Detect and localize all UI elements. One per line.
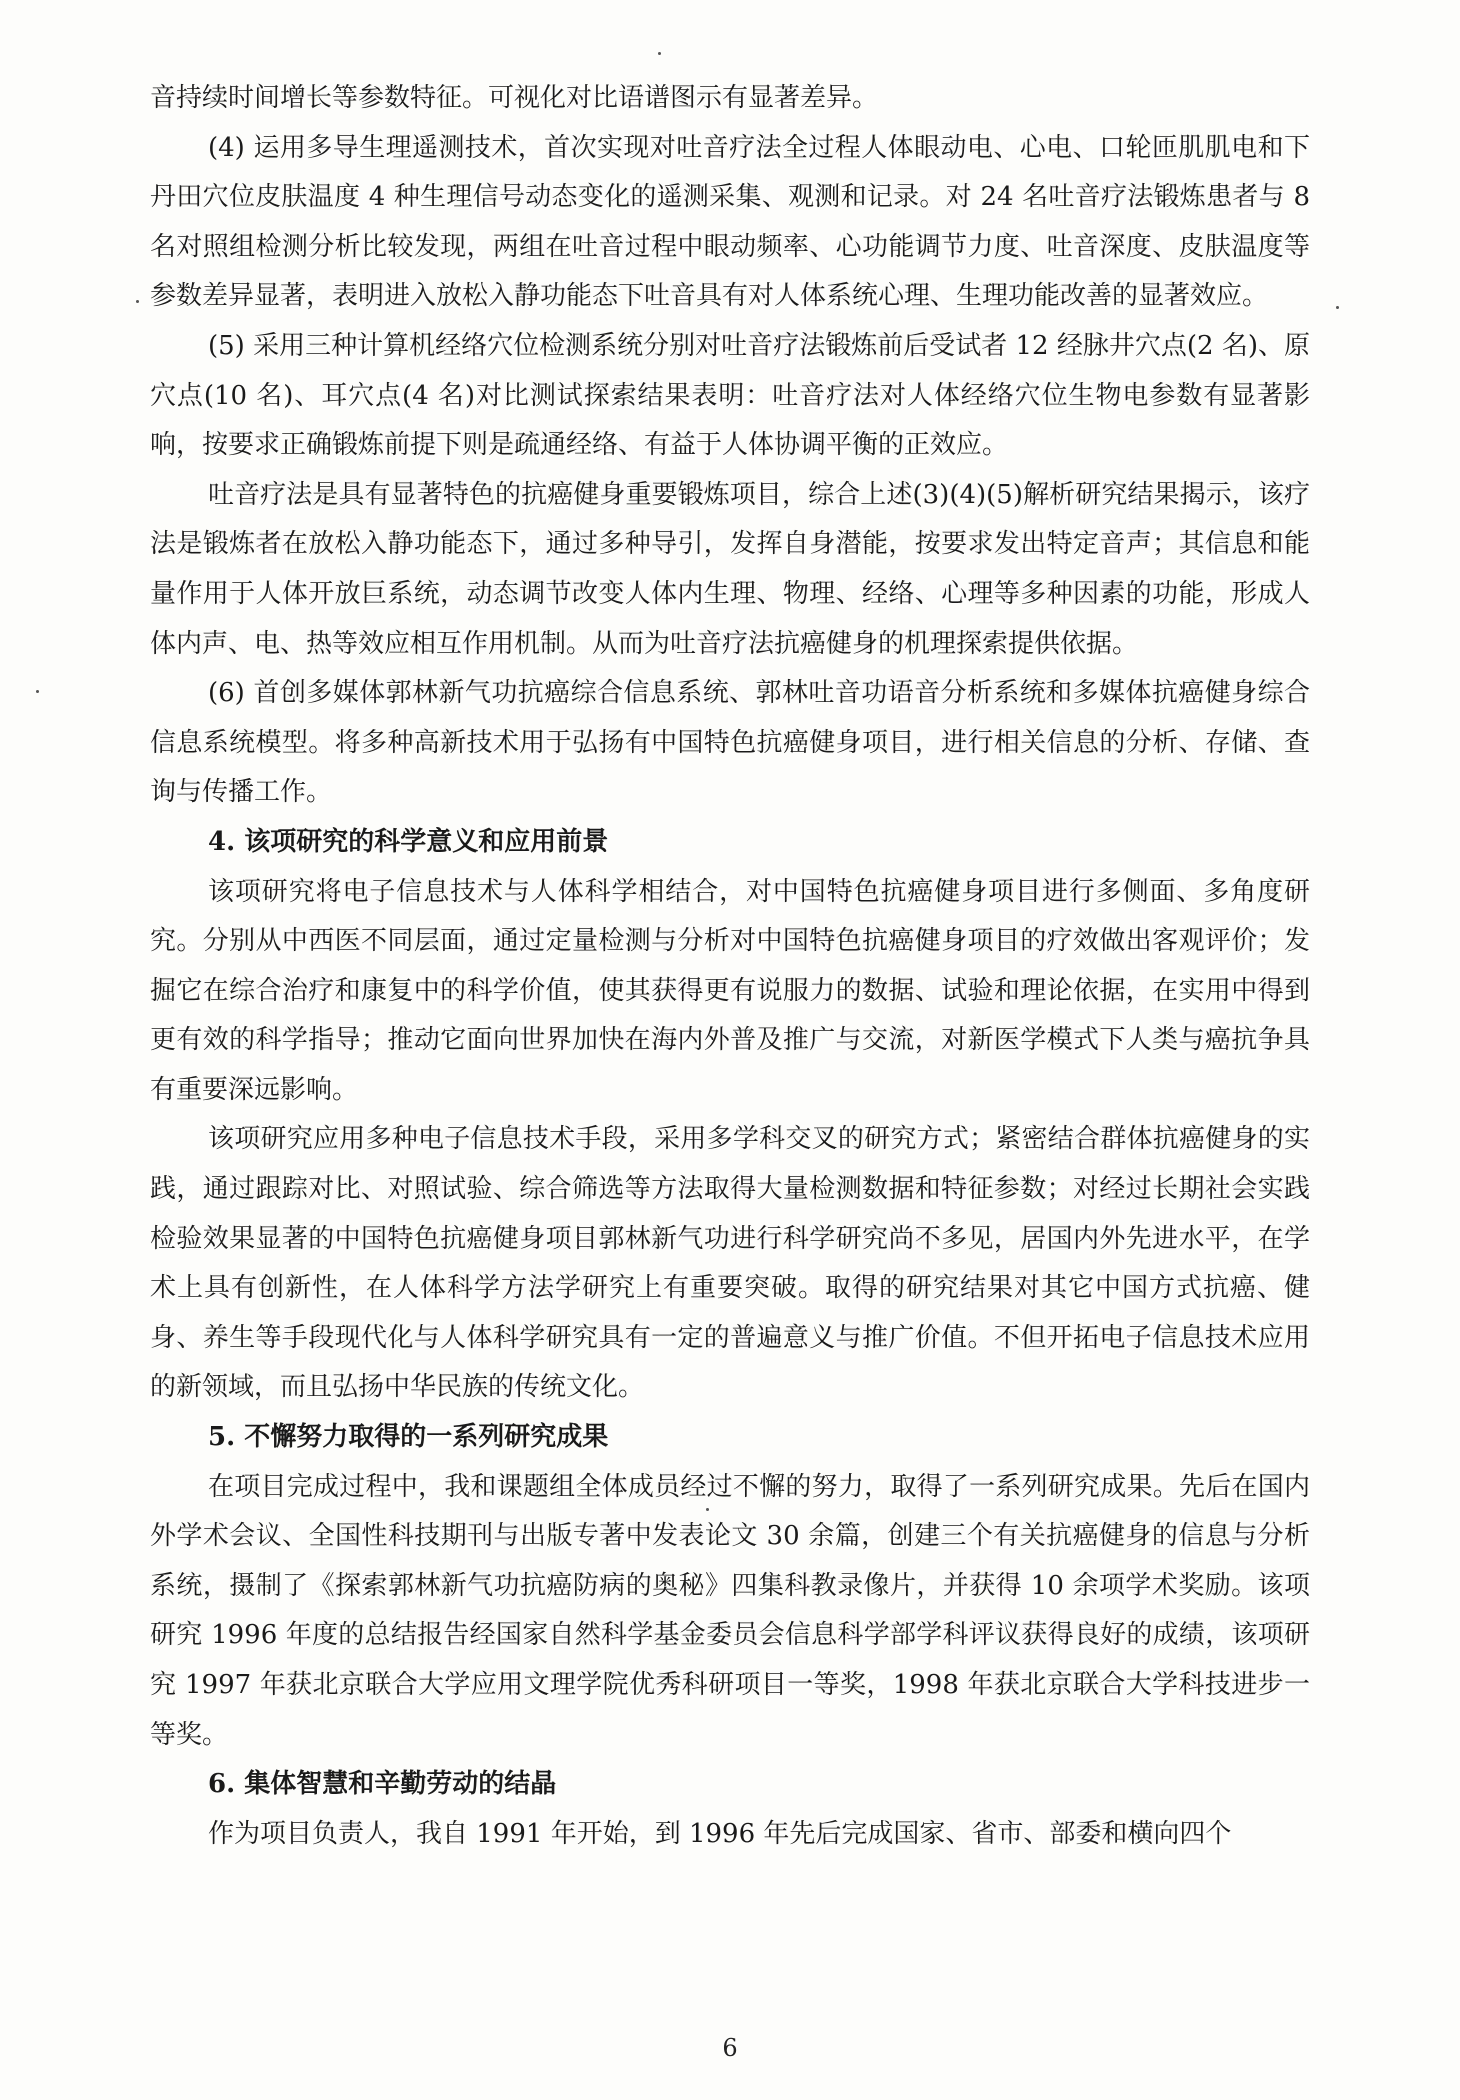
- paragraph-significance: 该项研究将电子信息技术与人体科学相结合，对中国特色抗癌健身项目进行多侧面、多角度研究。分别从中西医不同层面，通过定量检测与分析对中国特色抗癌健身项目的疗效做出客观评价；发掘它在综合治疗和康复中的科学价值，使其获得更有说服力的数据、试验和理论依据，在实用中得到更有效的科学指导；推动它面向世界加快在海内外普及推广与交流，对新医学模式下人类与癌抗争具有重要深远影响。: [150, 876, 1310, 1105]
- paragraph-summary: 吐音疗法是具有显著特色的抗癌健身重要锻炼项目，综合上述(3)(4)(5)解析研究结果揭示，该疗法是锻炼者在放松入静功能态下，通过多种导引，发挥自身潜能，按要求发出特定音声；其信息和能量作用于人体开放巨系统，动态调节改变人体内生理、物理、经络、心理等多种因素的功能，形成人体内声、电、热等效应相互作用机制。从而为吐音疗法抗癌健身的机理探索提供依据。: [150, 479, 1310, 659]
- paragraph-item-6: (6) 首创多媒体郭林新气功抗癌综合信息系统、郭林吐音功语音分析系统和多媒体抗癌健身综合信息系统模型。将多种高新技术用于弘扬有中国特色抗癌健身项目，进行相关信息的分析、存储、查询与传播工作。: [150, 678, 1310, 808]
- scan-speck: [1336, 306, 1339, 309]
- scan-speck: [706, 1508, 709, 1511]
- paragraph-application: 该项研究应用多种电子信息技术手段，采用多学科交叉的研究方式；紧密结合群体抗癌健身的实践，通过跟踪对比、对照试验、综合筛选等方法取得大量检测数据和特征参数；对经过长期社会实践检验效果显著的中国特色抗癌健身项目郭林新气功进行科学研究尚不多见，居国内外先进水平，在学术上具有创新性，在人体科学方法学研究上有重要突破。取得的研究结果对其它中国方式抗癌、健身、养生等手段现代化与人体科学研究具有一定的普遍意义与推广价值。不但开拓电子信息技术应用的新领域，而且弘扬中华民族的传统文化。: [150, 1124, 1310, 1403]
- page-number: 6: [722, 2034, 738, 2062]
- scan-speck: [136, 300, 139, 303]
- section-heading-5: 5. 不懈努力取得的一系列研究成果: [208, 1422, 609, 1453]
- document-body: [150, 74, 1310, 1859]
- scan-speck: [36, 690, 39, 693]
- paragraph-team: 作为项目负责人，我自 1991 年开始，到 1996 年先后完成国家、省市、部委和横向四个: [208, 1818, 1232, 1849]
- section-heading-6: 6. 集体智慧和辛勤劳动的结晶: [208, 1769, 557, 1800]
- paragraph-continuation: 音持续时间增长等参数特征。可视化对比语谱图示有显著差异。: [150, 83, 879, 113]
- section-heading-4: 4. 该项研究的科学意义和应用前景: [208, 826, 609, 857]
- paragraph-item-5: (5) 采用三种计算机经络穴位检测系统分别对吐音疗法锻炼前后受试者 12 经脉井穴点(2 名)、原穴点(10 名)、耳穴点(4 名)对比测试探索结果表明：吐音疗法对人体经络穴位生物电参数有显著影响，按要求正确锻炼前提下则是疏通经络、有益于人体协调平衡的正效应。: [150, 330, 1310, 461]
- paragraph-achievements: 在项目完成过程中，我和课题组全体成员经过不懈的努力，取得了一系列研究成果。先后在国内外学术会议、全国性科技期刊与出版专著中发表论文 30 余篇，创建三个有关抗癌健身的信息与分析系统，摄制了《探索郭林新气功抗癌防病的奥秘》四集科教录像片，并获得 10 余项学术奖励。该项研究 1996 年度的总结报告经国家自然科学基金委员会信息科学部学科评议获得良好的成绩，该项研究 1997 年获北京联合大学应用文理学院优秀科研项目一等奖，1998 年获北京联合大学科技进步一等奖。: [150, 1471, 1310, 1750]
- paragraph-item-4: (4) 运用多导生理遥测技术，首次实现对吐音疗法全过程人体眼动电、心电、口轮匝肌肌电和下丹田穴位皮肤温度 4 种生理信号动态变化的遥测采集、观测和记录。对 24 名吐音疗法锻炼患者与 8 名对照组检测分析比较发现，两组在吐音过程中眼动频率、心功能调节力度、吐音深度、皮肤温度等参数差异显著，表明进入放松入静功能态下吐音具有对人体系统心理、生理功能改善的显著效应。: [150, 132, 1310, 312]
- scan-speck: [658, 52, 661, 55]
